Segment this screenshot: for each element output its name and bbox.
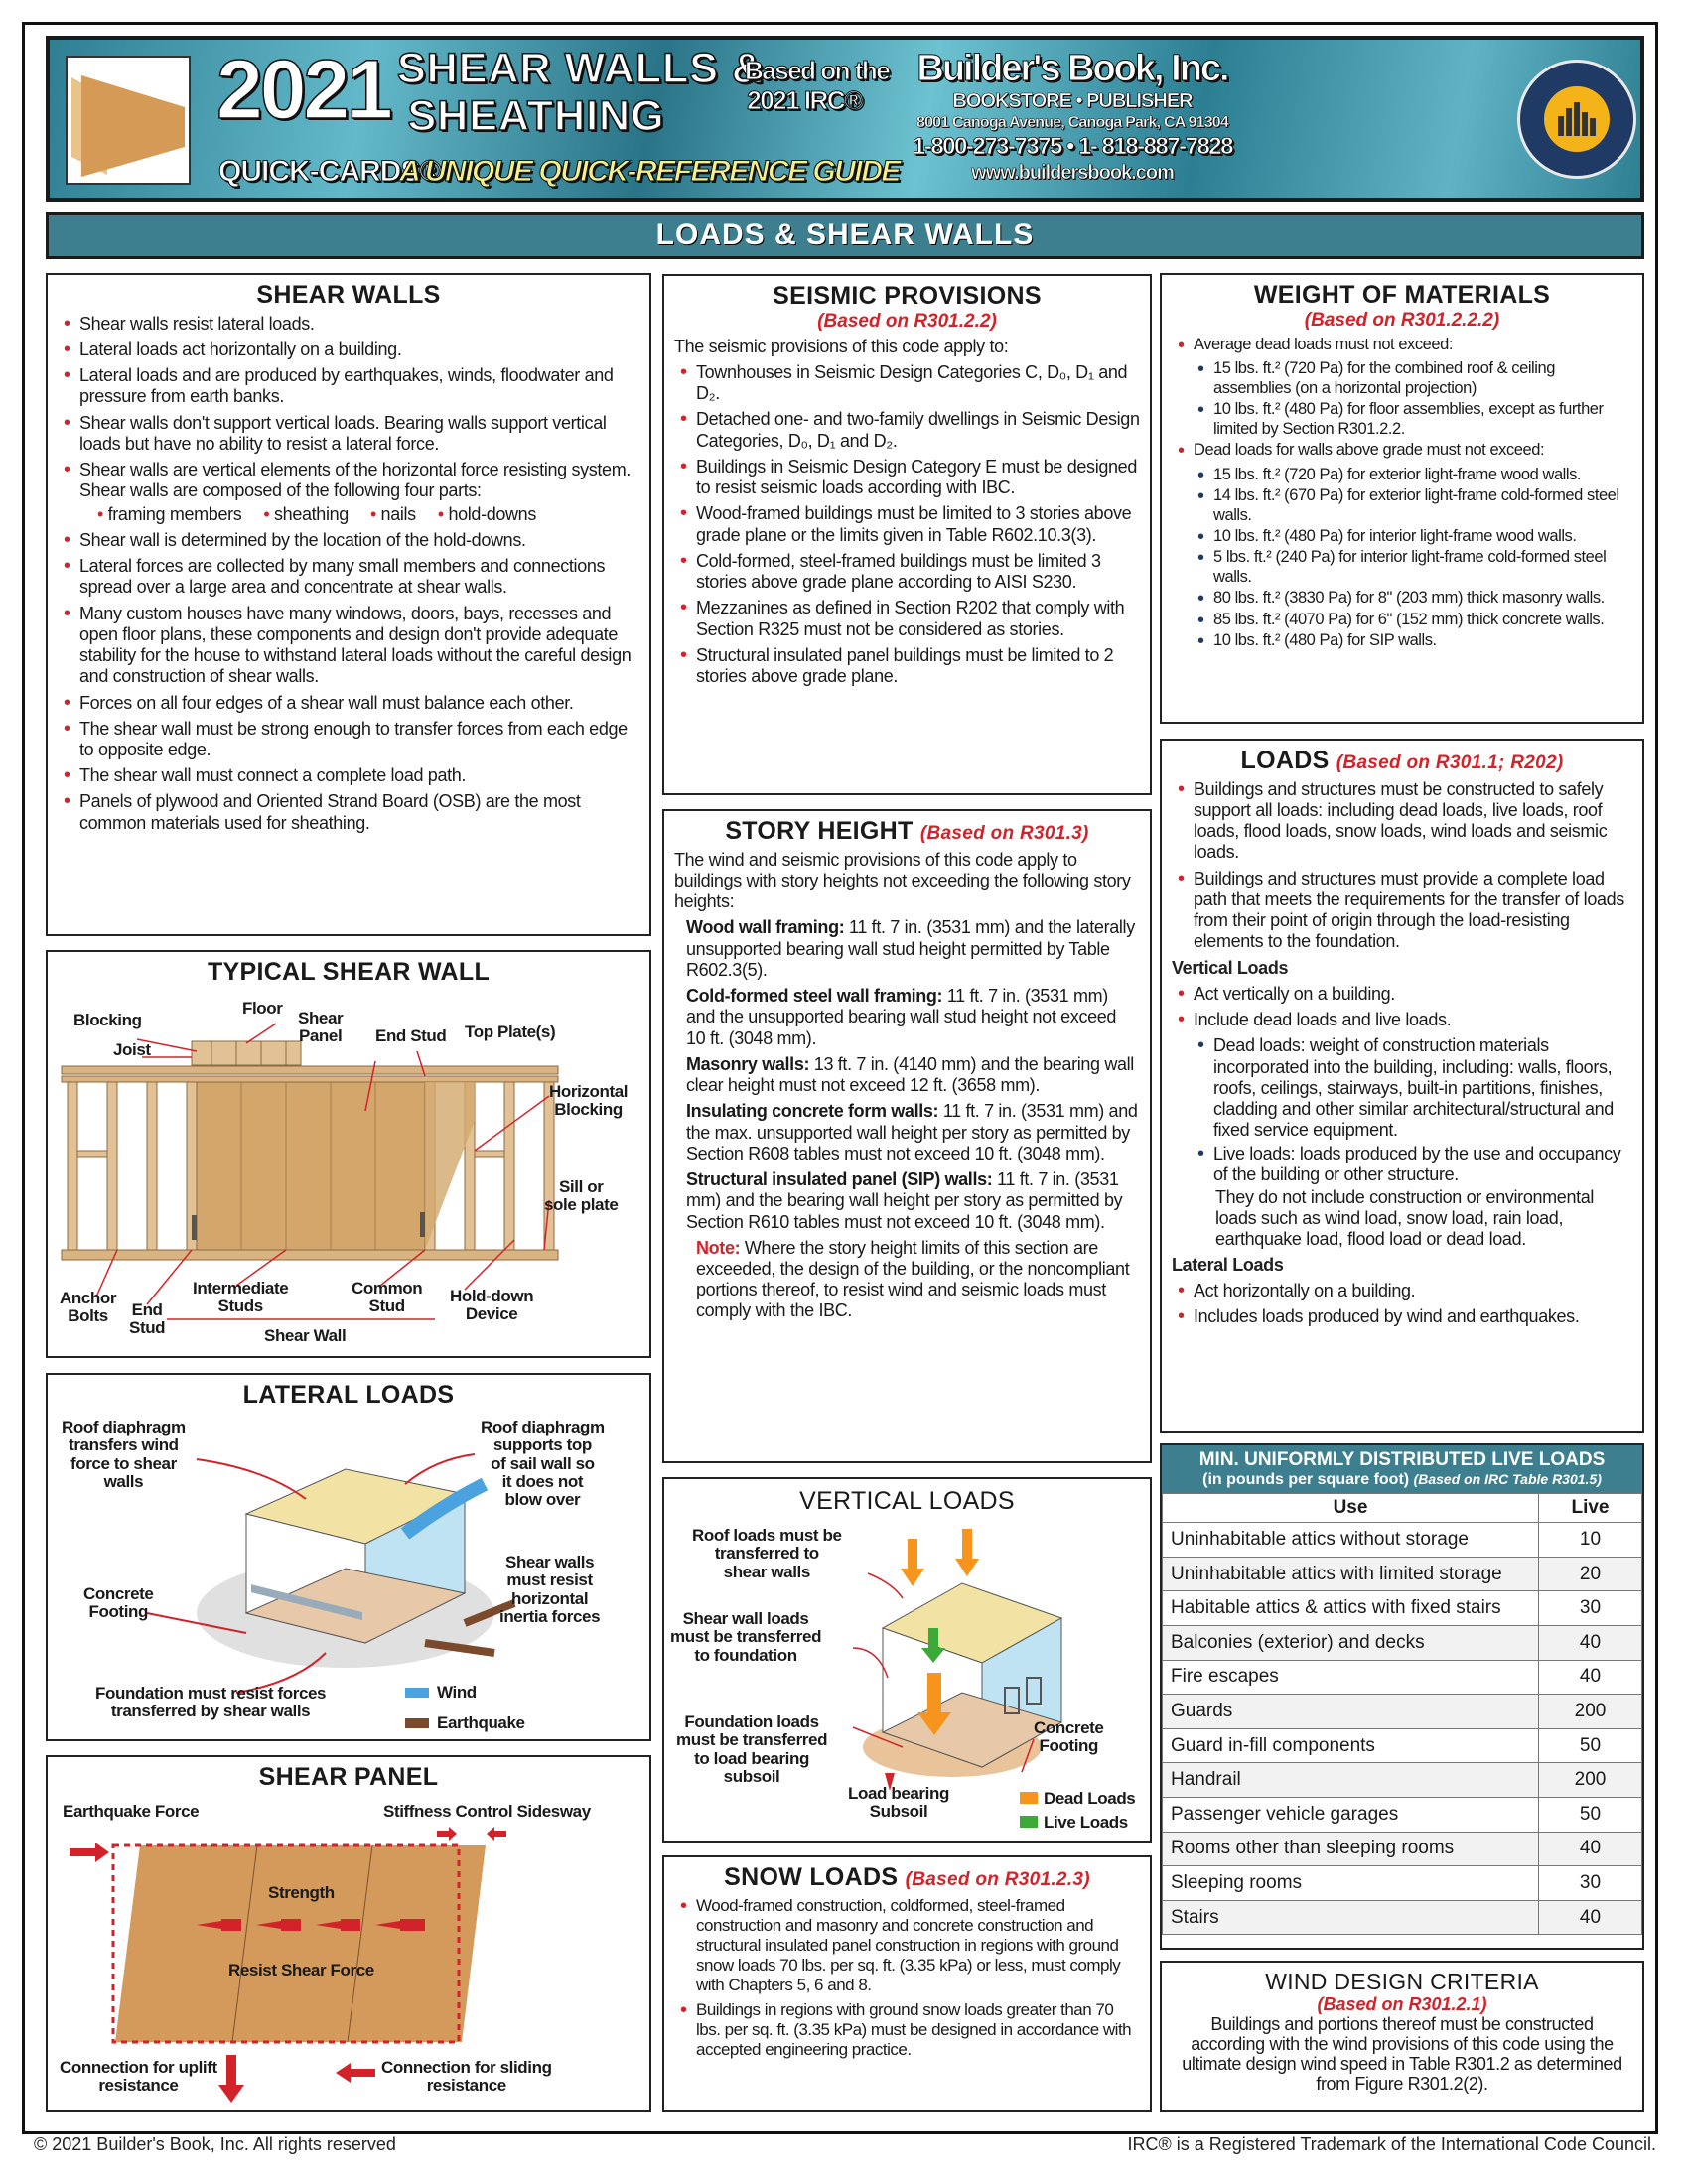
list-item (674, 1238, 1140, 1322)
item-text: Vertical Loads (1172, 957, 1289, 978)
item-text: Many custom houses have many windows, doors, bays, recesses and open floor plans, these components and design don't provide adequate stability for the house to withstand lateral loads without the careful design and construction of shear walls. (79, 603, 632, 687)
use-cell: Passenger vehicle garages (1163, 1797, 1539, 1832)
legend-wind: Wind (437, 1683, 477, 1702)
weight-ref: (Based on R301.2.2.2) (1304, 309, 1500, 331)
list-item (58, 765, 639, 786)
shear-walls-panel (46, 273, 651, 936)
item-text: Lateral loads and are produced by earthquakes, winds, floodwater and pressure from earth banks. (79, 365, 614, 407)
item-text: Mezzanines as defined in Section R202 that comply with Section R325 must not be considered as stories. (696, 598, 1125, 639)
item-text: Buildings and structures must be constructed to safely support all loads: including dead loads, live loads, roof loads, flood loads, snow loads, wind loads and seismic loads. (1194, 778, 1608, 863)
table-row (1163, 1797, 1642, 1832)
list-item (674, 917, 1140, 981)
item-text: 5 lbs. ft.² (240 Pa) for interior light-frame cold-formed steel walls. (1213, 548, 1607, 586)
typical-shear-wall-panel (46, 950, 651, 1358)
item-text: 15 lbs. ft.² (720 Pa) for the combined roof & ceiling assemblies (on a horizontal projection) (1213, 359, 1555, 397)
item-text: Wood-framed construction, coldformed, steel-framed construction and masonry and concrete construction and structural insulated panel construction in regions with ground snow loads 70 lbs. per sq. ft. (3.35 kPa) or less, must comply with Chapters 5, 6 and 8. (696, 1895, 1121, 1994)
live-load-value: 20 (1539, 1557, 1642, 1591)
loads-ref: (Based on R301.1; R202) (1336, 752, 1564, 773)
table-row (1163, 1866, 1642, 1901)
item-text: 80 lbs. ft.² (3830 Pa) for 8" (203 mm) thick masonry walls. (1213, 589, 1605, 608)
list-item (1172, 1306, 1632, 1327)
item-text: Include dead loads and live loads. (1194, 1010, 1452, 1030)
item-text: 13 ft. 7 in. (4140 mm) and the bearing wall clear height must not exceed 12 ft. (3658 mm). (686, 1053, 1134, 1096)
footer-trademark: IRC® is a Registered Trademark of the International Code Council. (1127, 2134, 1656, 2154)
label-load-bearing-subsoil: Load bearing Subsoil (848, 1784, 949, 1822)
item-text: 10 lbs. ft.² (480 Pa) for interior light-frame wood walls. (1213, 526, 1577, 545)
subheading (1172, 1255, 1632, 1276)
label-roof-transfers: Roof diaphragm transfers wind force to shear walls (62, 1418, 186, 1492)
list-item (674, 1169, 1140, 1233)
list-item (1172, 984, 1632, 1005)
lateral-loads-title: LATERAL LOADS (242, 1381, 455, 1409)
list-item (1172, 486, 1632, 525)
item-text: 11 ft. 7 in. (3531 mm) and the bearing wall height per story as permitted by Section R610 tables must not exceed 10 ft. (3048 mm). (686, 1169, 1123, 1232)
use-cell: Guards (1163, 1695, 1539, 1729)
list-item (674, 2000, 1140, 2060)
item-lead: Masonry walls: (686, 1053, 810, 1074)
label-common-stud: Common Stud (352, 1279, 423, 1316)
label-concrete-footing: Concrete Footing (1034, 1718, 1104, 1756)
label-sill-plate: Sill or sole plate (544, 1177, 619, 1215)
table-row (1163, 1626, 1642, 1661)
loads-panel (1160, 739, 1644, 1433)
list-item (1172, 1035, 1632, 1141)
footer-copyright: © 2021 Builder's Book, Inc. All rights reserved (34, 2134, 396, 2154)
based-on-line2: 2021 IRC® (747, 85, 862, 115)
item-text: Shear walls resist lateral loads. (79, 313, 315, 334)
use-cell: Fire escapes (1163, 1660, 1539, 1695)
item-lead: Wood wall framing: (686, 917, 845, 938)
title-line2: SHEATHING (407, 92, 665, 140)
company-name: Builder's Book, Inc. (916, 48, 1228, 89)
label-inertia-forces: Shear walls must resist horizontal inertia forces (499, 1553, 601, 1627)
story-height-ref: (Based on R301.3) (919, 823, 1089, 844)
shear-walls-list (58, 314, 639, 502)
label-sliding-connection: Connection for sliding resistance (381, 2058, 552, 2096)
snow-loads-ref: (Based on R301.2.3) (905, 1869, 1090, 1890)
loads-list (1172, 779, 1632, 1328)
label-shear-panel: Shear Panel (298, 1009, 344, 1046)
list-item (674, 645, 1140, 687)
list-item (1172, 1281, 1632, 1301)
wind-title: WIND DESIGN CRITERIA (1265, 1969, 1539, 1994)
table-row (1163, 1591, 1642, 1626)
item-text: Cold-formed, steel-framed buildings must be limited 3 stories above grade plane according to AISI S230. (696, 550, 1101, 593)
list-item (1172, 400, 1632, 439)
list-item (1172, 1144, 1632, 1185)
legend-earthquake: Earthquake (437, 1713, 525, 1732)
label-end-stud-top: End Stud (375, 1026, 447, 1045)
live-load-value: 50 (1539, 1797, 1642, 1832)
seismic-title: SEISMIC PROVISIONS (773, 282, 1042, 310)
list-item (58, 530, 639, 551)
list-item (674, 1896, 1140, 1995)
use-cell: Uninhabitable attics with limited storage (1163, 1557, 1539, 1591)
live-load-value: 40 (1539, 1660, 1642, 1695)
tagline: A UNIQUE QUICK-REFERENCE GUIDE (399, 155, 900, 188)
label-resist-shear-force: Resist Shear Force (228, 1961, 374, 1979)
subheading (1172, 958, 1632, 979)
list-item (674, 362, 1140, 404)
weight-of-materials-panel (1160, 273, 1644, 724)
seismic-ref: (Based on R301.2.2) (817, 310, 997, 332)
table-title: MIN. UNIFORMLY DISTRIBUTED LIVE LOADS (1198, 1449, 1606, 1470)
label-roof-supports: Roof diaphragm supports top of sail wall so it does not blow over (481, 1418, 605, 1510)
label-uplift-connection: Connection for uplift resistance (60, 2058, 217, 2096)
live-load-value: 200 (1539, 1695, 1642, 1729)
label-concrete-footing: Concrete Footing (83, 1584, 154, 1622)
story-height-title: STORY HEIGHT (725, 817, 914, 845)
item-text: Detached one- and two-family dwellings in Seismic Design Categories, D₀, D₁ and D₂. (696, 409, 1140, 451)
list-item (1172, 548, 1632, 587)
label-intermediate-studs: Intermediate Studs (193, 1279, 289, 1316)
label-top-plates: Top Plate(s) (465, 1023, 556, 1041)
seismic-provisions-panel (662, 274, 1152, 795)
list-item (1172, 1187, 1632, 1251)
list-item (1172, 589, 1632, 608)
live-load-value: 30 (1539, 1591, 1642, 1626)
table-subtitle: (in pounds per square foot) (1202, 1470, 1410, 1488)
live-load-value: 30 (1539, 1866, 1642, 1901)
table-row (1163, 1660, 1642, 1695)
list-item (58, 314, 639, 335)
list-item (58, 413, 639, 455)
table-row (1163, 1900, 1642, 1935)
item-text: Forces on all four edges of a shear wall must balance each other. (79, 692, 574, 713)
list-item (1172, 779, 1632, 864)
wind-text: Buildings and portions thereof must be constructed according with the wind provisions of this code using the ultimate design wind speed in Table R301.2 as determined from Figure R301.2(2). (1182, 2014, 1622, 2094)
year: 2021 (216, 43, 390, 136)
label-foundation-resist: Foundation must resist forces transferred by shear walls (95, 1684, 327, 1721)
item-text: 10 lbs. ft.² (480 Pa) for SIP walls. (1213, 631, 1437, 650)
label-roof-loads: Roof loads must be transferred to shear walls (692, 1526, 842, 1581)
item-text: Includes loads produced by wind and earthquakes. (1194, 1306, 1580, 1327)
item-text: Dead loads for walls above grade must not exceed: (1194, 441, 1545, 460)
list-item (58, 693, 639, 714)
column-header-use: Use (1163, 1494, 1539, 1523)
item-text: 11 ft. 7 in. (3531 mm) and the max. unsupported wall height per story as permitted by Section R608 tables must not exceed 10 ft. (3048 mm). (686, 1101, 1138, 1163)
list-item (674, 457, 1140, 498)
use-cell: Guard in-fill components (1163, 1728, 1539, 1763)
item-text: Dead loads: weight of construction materials incorporated into the building, including: walls, floors, roofs, ceilings, stairways, built-in partitions, finishes, cladding and other similar architectural/structural and fixed service equipment. (1213, 1035, 1614, 1141)
wind-design-panel (1160, 1961, 1644, 2112)
plywood-icon (66, 56, 191, 185)
item-text: 15 lbs. ft.² (720 Pa) for exterior light-frame wood walls. (1213, 465, 1582, 483)
use-cell: Handrail (1163, 1763, 1539, 1798)
live-load-value: 10 (1539, 1523, 1642, 1558)
label-floor: Floor (242, 999, 283, 1018)
item-text: Shear wall is determined by the location of the hold-downs. (79, 529, 526, 550)
list-item (1172, 466, 1632, 484)
item-text: Panels of plywood and Oriented Strand Board (OSB) are the most common materials used for sheathing. (79, 791, 581, 833)
loads-title: LOADS (1240, 747, 1330, 774)
list-item (1172, 869, 1632, 953)
list-item (674, 551, 1140, 593)
item-text: Shear walls don't support vertical loads. Bearing walls support vertical loads but have no ability to resist a lateral force. (79, 412, 607, 454)
live-load-value: 50 (1539, 1728, 1642, 1763)
part-item: • nails (370, 504, 416, 525)
shear-panel-panel (46, 1755, 651, 2112)
label-stiffness-sidesway: Stiffness Control Sidesway (383, 1802, 591, 1821)
live-load-value: 40 (1539, 1832, 1642, 1866)
list-item (674, 598, 1140, 639)
list-item (58, 460, 639, 501)
legend-live-loads: Live Loads (1044, 1813, 1128, 1832)
item-text: Lateral loads act horizontally on a building. (79, 339, 402, 359)
snow-loads-list (674, 1896, 1140, 2060)
item-text: Act horizontally on a building. (1194, 1280, 1416, 1300)
typical-shear-wall-title: TYPICAL SHEAR WALL (207, 958, 491, 986)
live-load-value: 40 (1539, 1900, 1642, 1935)
list-item (1172, 336, 1632, 354)
list-item (674, 1101, 1140, 1164)
label-shear-wall: Shear Wall (264, 1326, 347, 1345)
live-loads-table-panel (1160, 1443, 1644, 1950)
item-lead: Structural insulated panel (SIP) walls: (686, 1169, 993, 1190)
use-cell: Rooms other than sleeping rooms (1163, 1832, 1539, 1866)
item-text: Buildings in Seismic Design Category E must be designed to resist seismic loads according with IBC. (696, 456, 1137, 498)
weight-title: WEIGHT OF MATERIALS (1253, 281, 1551, 309)
list-item (58, 719, 639, 760)
list-item (674, 503, 1140, 545)
use-cell: Habitable attics & attics with fixed stairs (1163, 1591, 1539, 1626)
brand: QUICK-CARDS® (218, 155, 441, 188)
list-item (1172, 527, 1632, 546)
list-item (674, 1054, 1140, 1096)
legend-dead-loads: Dead Loads (1044, 1789, 1136, 1808)
story-height-panel (662, 809, 1152, 1463)
item-text: Lateral Loads (1172, 1254, 1284, 1275)
part-item: • framing members (97, 504, 241, 525)
company-website[interactable]: www.buildersbook.com (971, 162, 1174, 184)
list-item (58, 556, 639, 598)
label-horizontal-blocking: Horizontal Blocking (549, 1082, 629, 1120)
list-item (58, 791, 639, 833)
part-item: • hold-downs (438, 504, 536, 525)
item-text: The seismic provisions of this code apply to: (674, 336, 1009, 356)
shear-panel-title: SHEAR PANEL (258, 1763, 439, 1791)
section-title: LOADS & SHEAR WALLS (46, 212, 1644, 259)
item-lead: Cold-formed steel wall framing: (686, 986, 943, 1007)
header-banner (46, 36, 1644, 202)
label-earthquake-force: Earthquake Force (63, 1802, 200, 1821)
list-item (1172, 441, 1632, 460)
item-text: 10 lbs. ft.² (480 Pa) for floor assemblies, except as further limited by Section R301.2.2. (1213, 400, 1604, 438)
table-ref: (Based on IRC Table R301.5) (1413, 1470, 1602, 1487)
use-cell: Stairs (1163, 1900, 1539, 1935)
label-anchor-bolts: Anchor Bolts (60, 1289, 117, 1326)
list-item (674, 850, 1140, 913)
list-item (1172, 359, 1632, 398)
company-sub: BOOKSTORE • PUBLISHER (952, 90, 1193, 112)
column-header-live: Live (1539, 1494, 1642, 1523)
table-row (1163, 1832, 1642, 1866)
item-text: The shear wall must connect a complete load path. (79, 765, 467, 786)
item-text: The wind and seismic provisions of this code apply to buildings with story heights not exceeding the following story heights: (674, 849, 1131, 912)
item-text: 85 lbs. ft.² (4070 Pa) for 6" (152 mm) thick concrete walls. (1213, 610, 1605, 628)
list-item (58, 604, 639, 688)
list-item (58, 365, 639, 407)
item-text: Lateral forces are collected by many small members and connections spread over a large area and concentrate at shear walls. (79, 556, 606, 598)
item-text: Act vertically on a building. (1194, 983, 1395, 1004)
wind-ref: (Based on R301.2.1) (1317, 1994, 1487, 2015)
use-cell: Uninhabitable attics without storage (1163, 1523, 1539, 1558)
item-text: Wood-framed buildings must be limited to 3 stories above grade plane or the limits given in Table R602.10.3(3). (696, 503, 1132, 545)
shear-wall-parts (58, 504, 639, 525)
table-row (1163, 1695, 1642, 1729)
company-seal-logo (1517, 60, 1636, 179)
title-line1: SHEAR WALLS & (397, 45, 764, 92)
item-text: They do not include construction or environmental loads such as wind load, snow load, rain load, earthquake load, flood load or dead load. (1215, 1186, 1595, 1250)
item-text: Buildings in regions with ground snow loads greater than 70 lbs. per sq. ft. (3.35 kPa) must be designed in accordance with accepted engineering practice. (696, 1999, 1132, 2060)
table-row (1163, 1763, 1642, 1798)
list-item (1172, 631, 1632, 650)
live-load-value: 40 (1539, 1626, 1642, 1661)
table-row (1163, 1557, 1642, 1591)
item-text: Structural insulated panel buildings must be limited to 2 stories above grade plane. (696, 644, 1114, 687)
live-loads-table (1162, 1493, 1642, 1935)
vertical-loads-panel (662, 1477, 1152, 1843)
live-load-value: 200 (1539, 1763, 1642, 1798)
item-lead: Note: (696, 1237, 741, 1258)
lateral-loads-panel (46, 1373, 651, 1741)
item-text: The shear wall must be strong enough to transfer forces from each edge to opposite edge. (79, 718, 628, 759)
item-text: 11 ft. 7 in. (3531 mm) and the unsupported bearing wall stud height not exceed 10 ft. (3048 mm). (686, 986, 1117, 1048)
list-item (674, 986, 1140, 1049)
label-end-stud-bottom: End Stud (129, 1300, 166, 1338)
shear-walls-list-2 (58, 530, 639, 834)
item-text: 14 lbs. ft.² (670 Pa) for exterior light-frame cold-formed steel walls. (1213, 486, 1619, 524)
label-shear-wall-loads: Shear wall loads must be transferred to foundation (670, 1609, 822, 1665)
based-on-line1: Based on the (745, 56, 890, 85)
list-item (58, 340, 639, 360)
item-text: Average dead loads must not exceed: (1194, 335, 1453, 353)
label-strength: Strength (268, 1883, 335, 1902)
seismic-list (674, 337, 1140, 688)
list-item (1172, 611, 1632, 629)
item-text: Buildings and structures must provide a complete load path that meets the requirements for the transfer of loads from their point of origin through the load-resisting elements to the foundation. (1194, 868, 1624, 952)
label-joist: Joist (113, 1040, 151, 1059)
table-row (1163, 1728, 1642, 1763)
item-text: Where the story height limits of this section are exceeded, the design of the building, or the noncompliant portions thereof, to resist wind and seismic loads must comply with the IBC. (696, 1237, 1130, 1321)
use-cell: Balconies (exterior) and decks (1163, 1626, 1539, 1661)
shear-walls-title: SHEAR WALLS (256, 281, 441, 309)
label-hold-down-device: Hold-down Device (450, 1287, 534, 1324)
item-text: 11 ft. 7 in. (3531 mm) and the laterally unsupported bearing wall stud height permitted by Table R602.3(5). (686, 917, 1135, 980)
story-height-list (674, 850, 1140, 1322)
item-text: Townhouses in Seismic Design Categories C, D₀, D₁ and D₂. (696, 361, 1128, 404)
item-text: Shear walls are vertical elements of the horizontal force resisting system. Shear walls are composed of the following four parts: (79, 460, 631, 501)
label-blocking: Blocking (73, 1011, 142, 1029)
company-phones[interactable]: 1-800-273-7375 • 1- 818-887-7828 (912, 133, 1232, 160)
company-address: 8001 Canoga Avenue, Canoga Park, CA 91304 (915, 114, 1228, 131)
list-item (674, 409, 1140, 451)
vertical-loads-title: VERTICAL LOADS (799, 1487, 1015, 1515)
part-item: • sheathing (263, 504, 349, 525)
use-cell: Sleeping rooms (1163, 1866, 1539, 1901)
snow-loads-panel (662, 1855, 1152, 2112)
list-item (1172, 1010, 1632, 1030)
label-foundation-loads: Foundation loads must be transferred to load bearing subsoil (676, 1712, 828, 1787)
list-item (674, 337, 1140, 357)
weight-list (1172, 336, 1632, 651)
table-row (1163, 1523, 1642, 1558)
snow-loads-title: SNOW LOADS (724, 1863, 899, 1891)
item-text: Live loads: loads produced by the use and occupancy of the building or other structure. (1213, 1143, 1621, 1184)
item-lead: Insulating concrete form walls: (686, 1101, 939, 1122)
